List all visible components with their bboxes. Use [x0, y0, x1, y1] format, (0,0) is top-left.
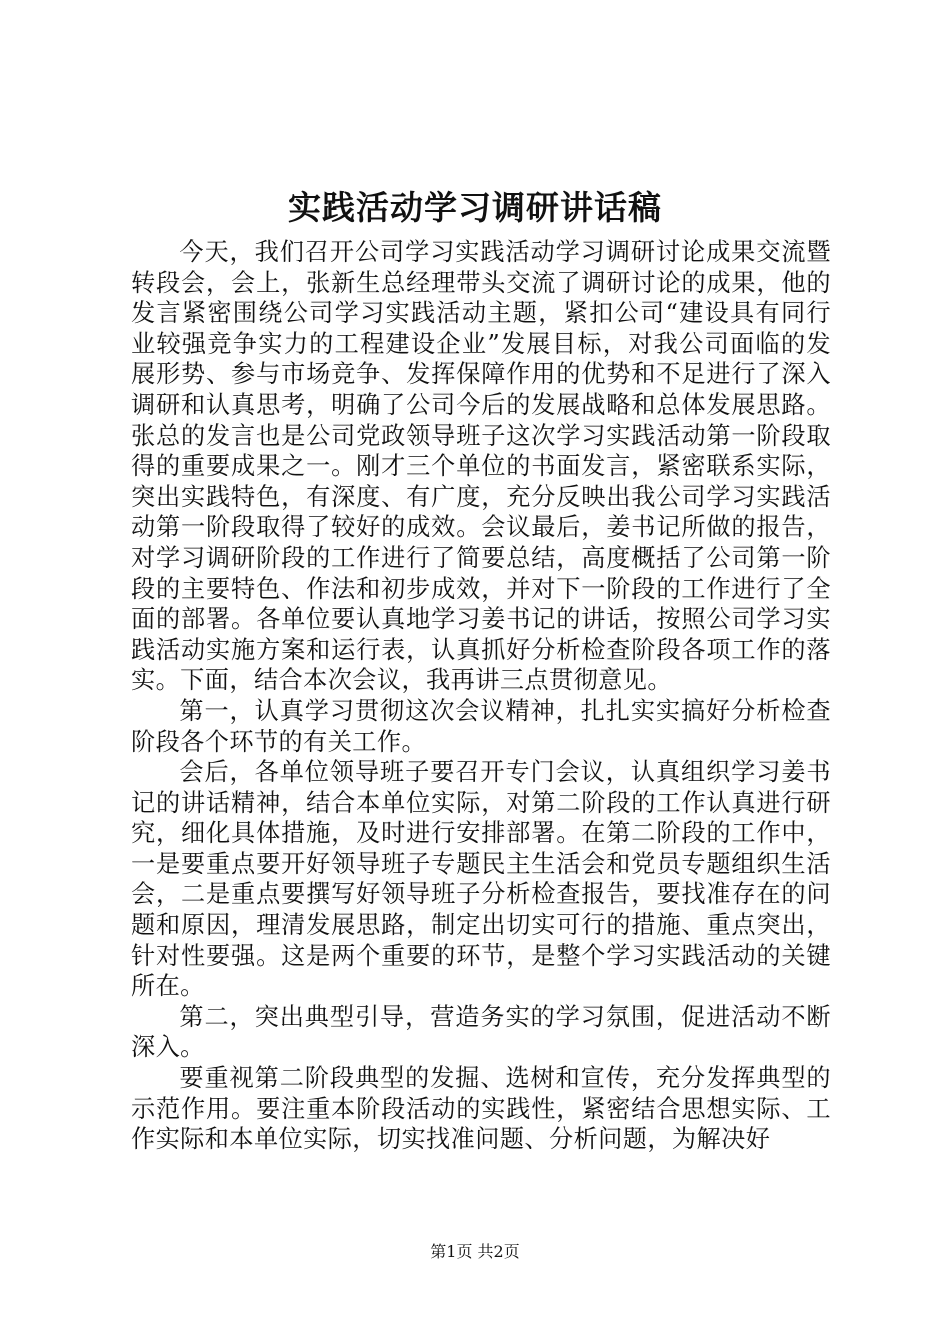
paragraph-point-two-heading: 第二，突出典型引导，营造务实的学习氛围，促进活动不断深入。 — [131, 1002, 831, 1062]
paragraph-point-one-heading: 第一，认真学习贯彻这次会议精神，扎扎实实搞好分析检查阶段各个环节的有关工作。 — [131, 696, 831, 756]
document-title: 实践活动学习调研讲话稿 — [288, 188, 662, 227]
paragraph-intro: 今天，我们召开公司学习实践活动学习调研讨论成果交流暨转段会，会上，张新生总经理带头交流了调研讨论的成果，他的发言紧密围绕公司学习实践活动主题，紧扣公司“建设具有同行业较强竞争实力的工程建设企业”发展目标，对我公司面临的发展形势、参与市场竞争、发挥保障作用的优势和不足进行了深入调研和认真思考，明确了公司今后的发展战略和总体发展思路。张总的发言也是公司党政领导班子这次学习实践活动第一阶段取得的重要成果之一。刚才三个单位的书面发言，紧密联系实际，突出实践特色，有深度、有广度，充分反映出我公司学习实践活动第一阶段取得了较好的成效。会议最后，姜书记所做的报告，对学习调研阶段的工作进行了简要总结，高度概括了公司第一阶段的主要特色、作法和初步成效，并对下一阶段的工作进行了全面的部署。各单位要认真地学习姜书记的讲话，按照公司学习实践活动实施方案和运行表，认真抓好分析检查阶段各项工作的落实。下面，结合本次会议，我再讲三点贯彻意见。 — [131, 238, 831, 695]
page-number-footer: 第1页 共2页 — [430, 1242, 520, 1261]
paragraph-point-two-body: 要重视第二阶段典型的发掘、选树和宣传，充分发挥典型的示范作用。要注重本阶段活动的实践性，紧密结合思想实际、工作实际和本单位实际，切实找准问题、分析问题，为解决好 — [131, 1064, 831, 1154]
paragraph-point-one-body: 会后，各单位领导班子要召开专门会议，认真组织学习姜书记的讲话精神，结合本单位实际，对第二阶段的工作认真进行研究，细化具体措施，及时进行安排部署。在第二阶段的工作中，一是要重点要开好领导班子专题民主生活会和党员专题组织生活会，二是重点要撰写好领导班子分析检查报告，要找准存在的问题和原因，理清发展思路，制定出切实可行的措施、重点突出，针对性要强。这是两个重要的环节，是整个学习实践活动的关键所在。 — [131, 758, 831, 1001]
document-body — [131, 237, 831, 1155]
